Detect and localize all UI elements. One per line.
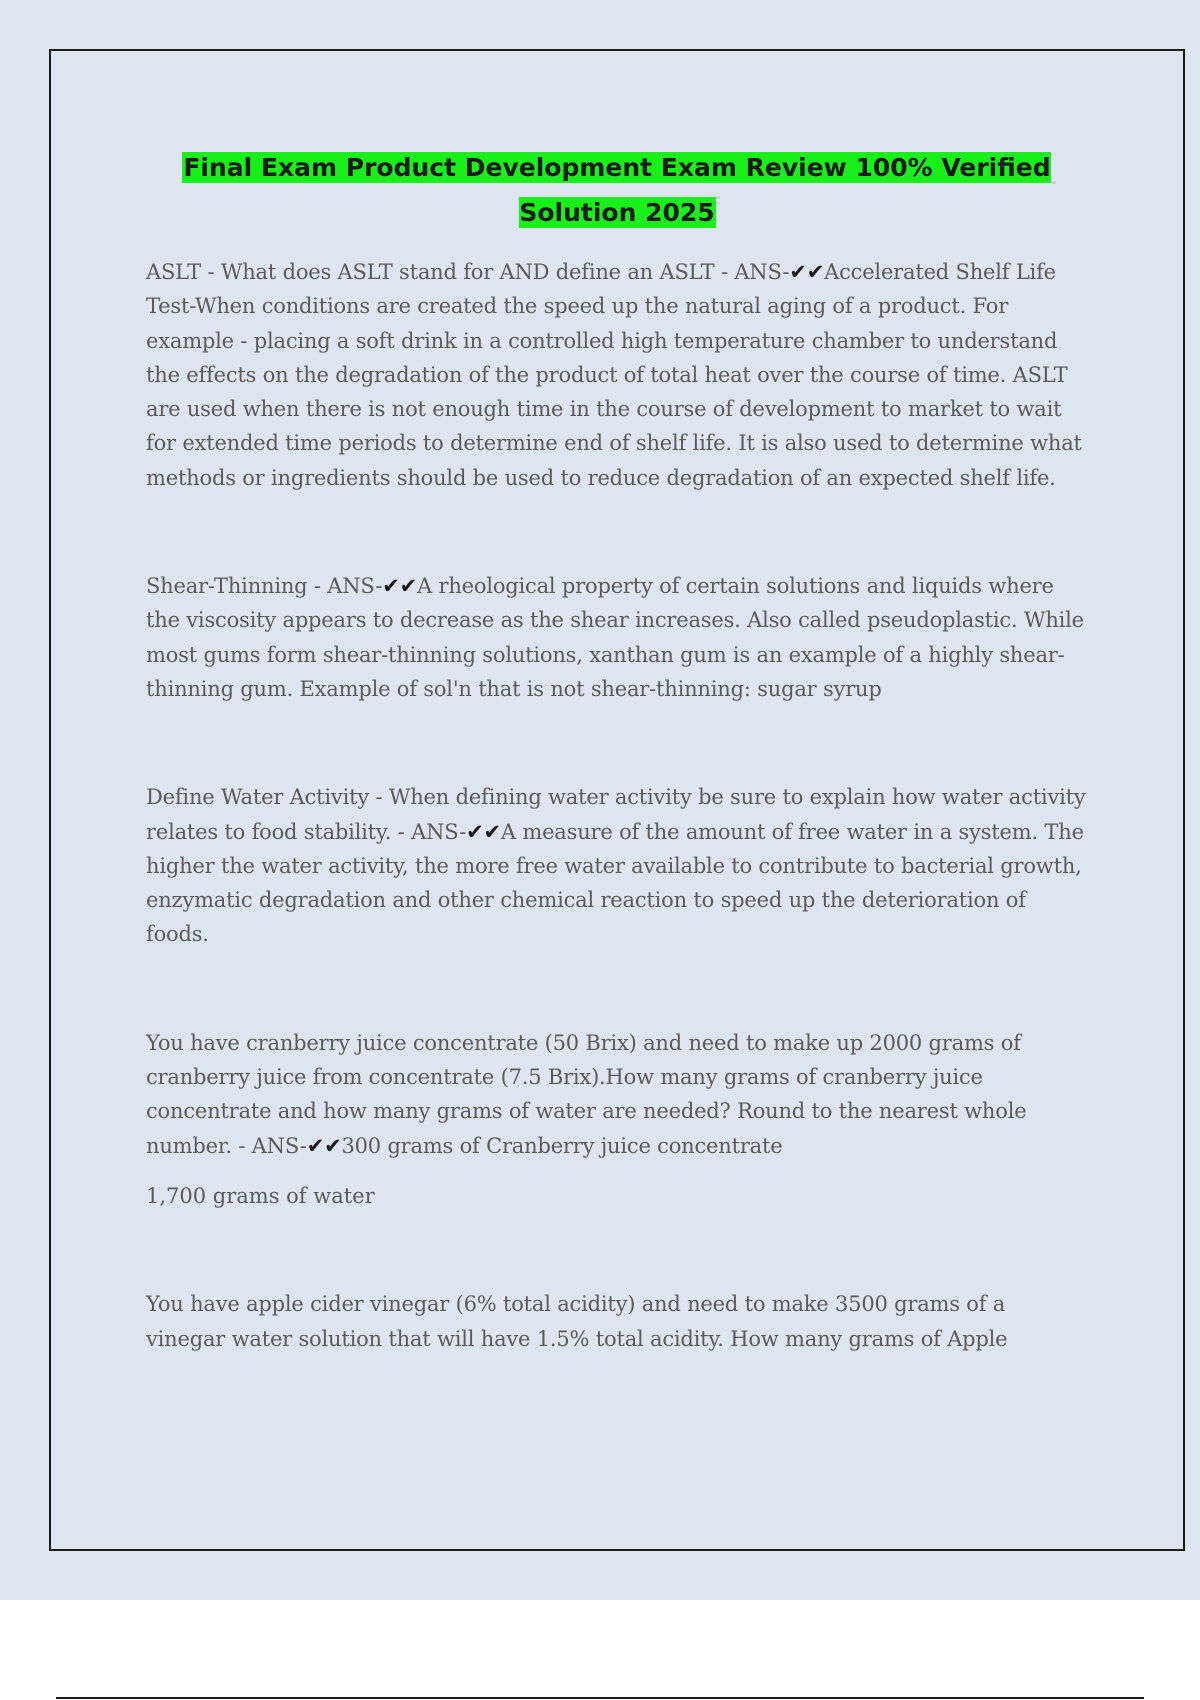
spacer (146, 706, 1088, 780)
qa-item-water-activity (146, 780, 1088, 951)
double-check-icon: ✔✔ (306, 1133, 342, 1158)
answer-text: A rheological property of certain solutions and liquids where the viscosity appears to decrease as the shear increases. Also called pseudoplastic. While most gums form shear-thinning solutions, xanthan gum is an example of a highly shear-thinning gum. Example of sol'n that is not shear-thinning: sugar syrup (146, 574, 1084, 701)
document-content (146, 145, 1088, 1356)
double-check-icon: ✔✔ (789, 260, 825, 284)
spacer (146, 1213, 1088, 1287)
answer-continuation: 1,700 grams of water (146, 1183, 375, 1208)
answer-text: Accelerated Shelf Life Test-When conditions are created the speed up the natural aging of a product. For example - placing a soft drink in a controlled high temperature chamber to understand the effects on the degradation of the product of total heat over the course of time. ASLT are used when there is not enough time in the course of development to market to wait for extended time periods to determine end of shelf life. It is also used to determine what methods or ingredients should be used to reduce degradation of an expected shelf life. (146, 260, 1082, 490)
double-check-icon: ✔✔ (466, 819, 501, 844)
qa-item-shear-thinning (146, 569, 1088, 706)
title-highlight: Final Exam Product Development Exam Review 100% Verified Solution 2025 (183, 153, 1051, 227)
footer-divider (56, 1697, 1144, 1699)
qa-item-cranberry (146, 1026, 1088, 1163)
spacer (146, 495, 1088, 569)
question-text: Shear-Thinning - ANS- (146, 574, 383, 599)
question-text: You have cranberry juice concentrate (50 Brix) and need to make up 2000 grams of cranberry juice from concentrate (7.5 Brix).How many grams of cranberry juice concentrate and how many grams of water are needed? Round to the nearest whole number. - ANS- (146, 1030, 1027, 1158)
spacer (146, 952, 1088, 1026)
question-text: Define Water Activity - When defining water activity be sure to explain how water activity relates to food stability. - ANS- (146, 785, 1086, 844)
document-title (146, 145, 1088, 235)
qa-item-vinegar (146, 1287, 1088, 1356)
question-text: ASLT - What does ASLT stand for AND define an ASLT - ANS- (146, 260, 790, 284)
answer-text: 300 grams of Cranberry juice concentrate (341, 1133, 783, 1158)
qa-item-aslt (146, 255, 1088, 495)
question-text: You have apple cider vinegar (6% total acidity) and need to make 3500 grams of a vinegar water solution that will have 1.5% total acidity. How many grams of Apple (146, 1292, 1008, 1351)
double-check-icon: ✔✔ (382, 574, 418, 599)
answer-text: A measure of the amount of free water in a system. The higher the water activity, the more free water available to contribute to bacterial growth, enzymatic degradation and other chemical reaction to speed up the deterioration of foods. (146, 819, 1084, 947)
